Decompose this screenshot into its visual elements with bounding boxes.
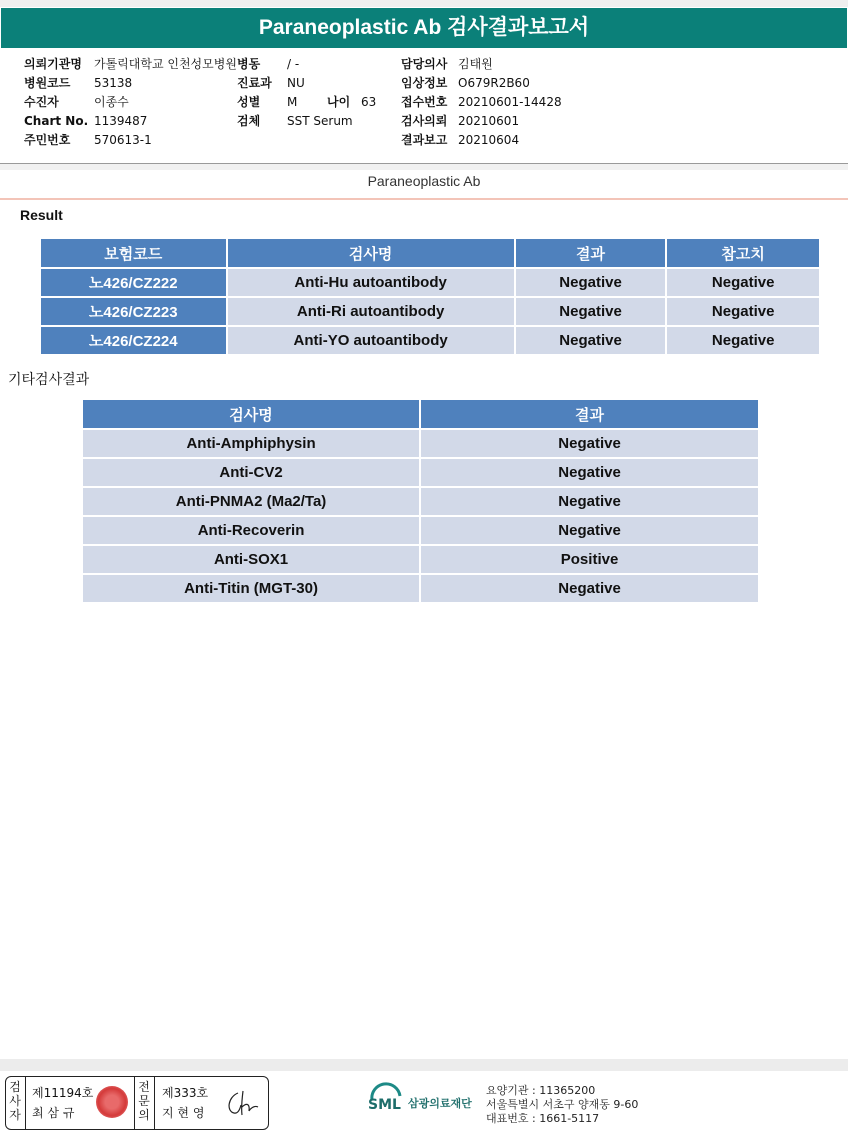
test-name-cell: Anti-Recoverin [82, 516, 420, 545]
section-divider [0, 198, 848, 200]
contact-line: 요양기관 : 11365200 [486, 1084, 596, 1097]
table-row [82, 516, 759, 545]
info-row-doctor: 담당의사 김태원 [401, 57, 493, 71]
tester-vertical-label: 검사자 [9, 1080, 21, 1122]
info-row-receipt-no: 접수번호 20210601-14428 [401, 95, 562, 109]
result-table [39, 237, 821, 356]
test-name-cell: Anti-SOX1 [82, 545, 420, 574]
divider [25, 1077, 26, 1129]
info-row-request-date: 검사의뢰 20210601 [401, 114, 520, 128]
other-results-table [81, 398, 760, 604]
divider [154, 1077, 155, 1129]
info-row-institution: 의뢰기관명 가톨릭대학교 인천성모병원 [24, 57, 237, 71]
result-cell: Positive [420, 545, 759, 574]
test-name-cell: Anti-Titin (MGT-30) [82, 574, 420, 603]
test-name-cell: Anti-PNMA2 (Ma2/Ta) [82, 487, 420, 516]
sml-logo-icon [366, 1082, 406, 1122]
column-header: 검사명 [227, 238, 515, 268]
top-strip [0, 0, 848, 7]
organization-name: 삼광의료재단 [408, 1097, 472, 1110]
result-cell: Negative [515, 297, 667, 326]
info-row-sex-age: 성별 M 나이 63 [237, 95, 377, 109]
table-row [82, 487, 759, 516]
test-name-cell: Anti-CV2 [82, 458, 420, 487]
info-row-hospital-code: 병원코드 53138 [24, 76, 133, 90]
table-row [82, 574, 759, 603]
reference-cell: Negative [666, 297, 820, 326]
column-header: 결과 [515, 238, 667, 268]
table-header-row [82, 399, 759, 429]
reference-cell: Negative [666, 268, 820, 297]
reference-cell: Negative [666, 326, 820, 355]
info-row-id-number: 주민번호 570613-1 [24, 133, 152, 147]
signature-box [5, 1076, 269, 1130]
other-results-heading: 기타검사결과 [8, 372, 90, 388]
info-row-report-date: 결과보고 20210604 [401, 133, 520, 147]
tester-name: 최 삼 규 [32, 1106, 75, 1120]
info-row-patient: 수진자 이종수 [24, 95, 129, 109]
test-name-cell: Anti-Amphiphysin [82, 429, 420, 458]
info-row-department: 진료과 NU [237, 76, 305, 90]
table-row [40, 326, 820, 355]
table-row [40, 297, 820, 326]
footer-band [0, 1059, 848, 1071]
test-name-cell: Anti-YO autoantibody [227, 326, 515, 355]
result-cell: Negative [420, 458, 759, 487]
info-row-ward: 병동 / - [237, 57, 300, 71]
contact-info [486, 1084, 638, 1126]
result-cell: Negative [515, 326, 667, 355]
reviewer-name: 지 현 영 [162, 1106, 205, 1120]
column-header: 결과 [420, 399, 759, 429]
report-title: Paraneoplastic Ab 검사결과보고서 [1, 8, 847, 48]
test-name-cell: Anti-Ri autoantibody [227, 297, 515, 326]
contact-line: 서울특별시 서초구 양재동 9-60 [486, 1098, 639, 1111]
column-header: 보험코드 [40, 238, 227, 268]
insurance-code-cell: 노426/CZ224 [40, 326, 227, 355]
tester-license-no: 제11194호 [32, 1086, 94, 1100]
column-header: 검사명 [82, 399, 420, 429]
reviewer-vertical-label: 전문의 [138, 1080, 150, 1122]
info-column-report [401, 55, 562, 150]
signature-icon [224, 1089, 262, 1119]
info-column-clinic [237, 55, 376, 131]
table-row [82, 429, 759, 458]
result-heading: Result [20, 207, 63, 223]
info-row-clinical-info: 임상정보 O679R2B60 [401, 76, 530, 90]
test-name-cell: Anti-Hu autoantibody [227, 268, 515, 297]
result-cell: Negative [420, 516, 759, 545]
table-row [82, 545, 759, 574]
info-row-specimen: 검체 SST Serum [237, 114, 353, 128]
contact-line: 대표번호 : 1661-5117 [486, 1112, 600, 1125]
result-cell: Negative [420, 487, 759, 516]
result-cell: Negative [420, 574, 759, 603]
section-title: Paraneoplastic Ab [367, 173, 481, 189]
insurance-code-cell: 노426/CZ223 [40, 297, 227, 326]
table-row [40, 268, 820, 297]
reviewer-license-no: 제333호 [162, 1086, 209, 1100]
table-header-row [40, 238, 820, 268]
result-cell: Negative [515, 268, 667, 297]
insurance-code-cell: 노426/CZ222 [40, 268, 227, 297]
sml-logo [366, 1082, 406, 1126]
logo-mark-text: SML [368, 1097, 401, 1113]
column-header: 참고치 [666, 238, 820, 268]
table-row [82, 458, 759, 487]
divider-band [0, 164, 848, 170]
divider [134, 1077, 135, 1129]
seal-icon [96, 1086, 128, 1118]
info-column-patient [24, 55, 237, 150]
info-row-chart-no: Chart No. 1139487 [24, 114, 148, 128]
result-cell: Negative [420, 429, 759, 458]
